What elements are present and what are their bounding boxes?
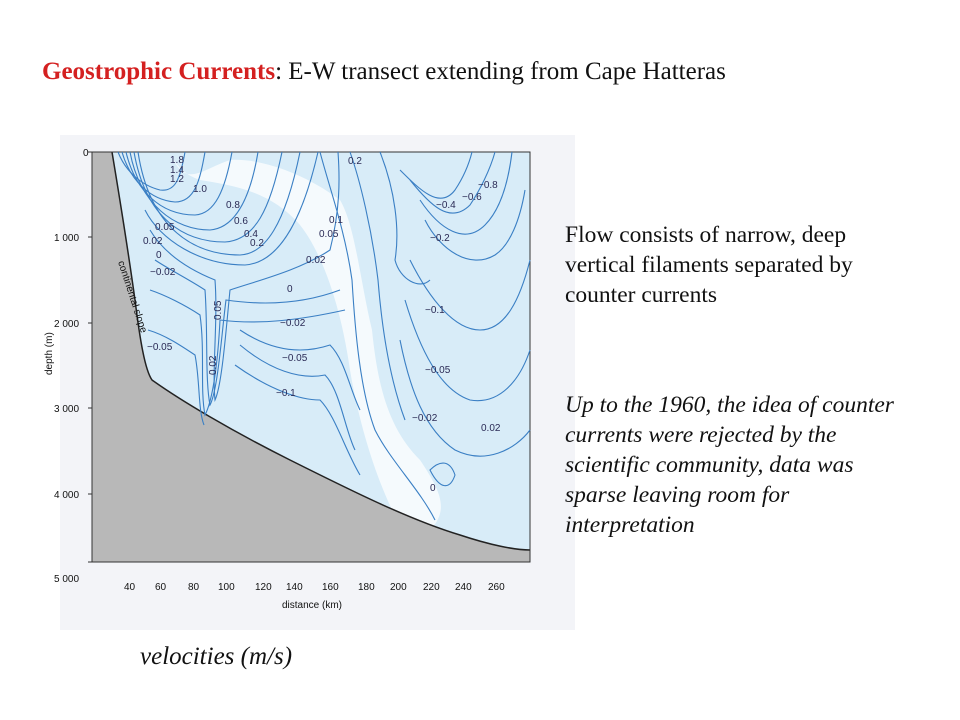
- contour-label: −0.8: [478, 180, 498, 191]
- contour-label: 0.02: [481, 423, 501, 434]
- explanation-paragraph: Flow consists of narrow, deep vertical filaments separated by counter currents: [565, 222, 853, 308]
- contour-label: 0.2: [250, 238, 264, 249]
- contour-label: −0.05: [282, 353, 308, 364]
- contour-label: 0.05: [319, 229, 339, 240]
- figure-caption: velocities (m/s): [140, 643, 293, 670]
- history-paragraph: Up to the 1960, the idea of counter currents were rejected by the scientific community, data was sparse leaving room for interpretation: [565, 392, 894, 538]
- contour-label: −0.1: [276, 388, 296, 399]
- title-rest: : E-W transect extending from Cape Hatteras: [275, 58, 726, 85]
- contour-label: 0.6: [234, 216, 248, 227]
- contour-label: 1.2: [170, 174, 184, 185]
- contour-label: −0.02: [280, 318, 306, 329]
- contour-label: 0: [287, 284, 293, 295]
- x-tick-label: 80: [188, 582, 200, 593]
- x-axis-label: distance (km): [282, 600, 343, 611]
- y-tick-label: 4 000: [54, 490, 80, 501]
- contour-label: 0.1: [329, 215, 343, 226]
- x-tick-label: 200: [390, 582, 407, 593]
- contour-label: 0: [156, 250, 162, 261]
- contour-label: −0.4: [436, 200, 456, 211]
- contour-label: −0.6: [462, 192, 482, 203]
- contour-label: 0: [430, 483, 436, 494]
- x-tick-label: 240: [455, 582, 472, 593]
- y-tick-label: 1 000: [54, 233, 80, 244]
- contour-label: −0.1: [425, 305, 445, 316]
- x-tick-label: 180: [358, 582, 375, 593]
- contour-label: 0.2: [348, 156, 362, 167]
- title-highlight: Geostrophic Currents: [42, 58, 276, 85]
- x-tick-label: 160: [322, 582, 339, 593]
- contour-label: 1.0: [193, 184, 207, 195]
- x-tick-label: 100: [218, 582, 235, 593]
- slide-title: [42, 58, 726, 86]
- y-tick-label: 5 000: [54, 574, 80, 585]
- x-tick-label: 140: [286, 582, 303, 593]
- x-tick-label: 220: [423, 582, 440, 593]
- y-tick-label: 2 000: [54, 319, 80, 330]
- velocity-section-figure: [0, 130, 580, 630]
- x-tick-label: 60: [155, 582, 167, 593]
- contour-label: −0.05: [147, 342, 173, 353]
- contour-label: −0.2: [430, 233, 450, 244]
- contour-label: 0.8: [226, 200, 240, 211]
- x-tick-label: 120: [255, 582, 272, 593]
- contour-label: 0.05: [213, 300, 224, 320]
- contour-label: 1.4: [170, 165, 184, 176]
- contour-label: 0.4: [244, 229, 258, 240]
- contour-label: 0.05: [155, 222, 175, 233]
- contour-label: −0.02: [412, 413, 438, 424]
- contour-label: 0.02: [306, 255, 326, 266]
- contour-label: 0.02: [208, 355, 219, 375]
- x-tick-label: 40: [124, 582, 136, 593]
- slope-label: continental slope: [115, 259, 149, 335]
- contour-label: −0.02: [150, 267, 176, 278]
- y-tick-label: 0: [83, 148, 89, 159]
- y-tick-label: 3 000: [54, 404, 80, 415]
- x-tick-label: 260: [488, 582, 505, 593]
- contour-label: 1.8: [170, 155, 184, 166]
- y-axis-label: depth (m): [44, 332, 55, 375]
- contour-label: −0.05: [425, 365, 451, 376]
- contour-label: 0.02: [143, 236, 163, 247]
